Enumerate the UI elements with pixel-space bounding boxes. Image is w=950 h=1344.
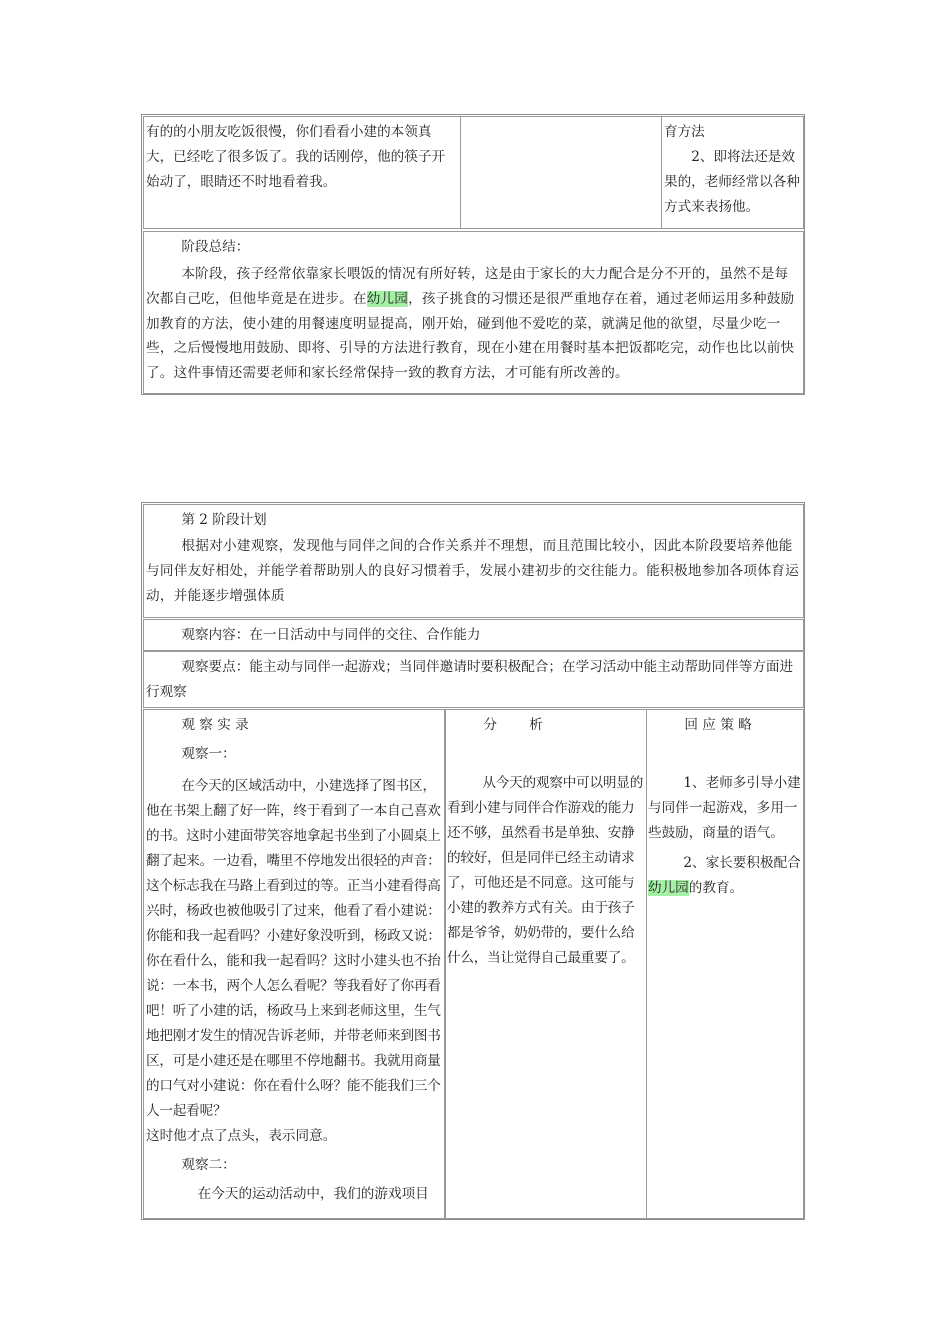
kindergarten-link[interactable]: 幼儿园 <box>366 290 409 307</box>
summary-text <box>144 260 803 386</box>
obs1-text: 在今天的区域活动中，小建选择了图书区，他在书架上翻了好一阵，终于看到了一本自己喜欢的书。这时小建面带笑容地拿起书坐到了小圆桌上翻了起来。一边看，嘴里不停地发出很轻的声音：这个标志我在马路上看到过的等。正当小建看得高兴时，杨政也被他吸引了过来，他看了看小建说：你能和我一起看吗？小建好象没听到，杨政又说：你在看什么，能和我一起看吗？这时小建头也不抬说：一本书，两个人怎么看呢？等我看好了你再看吧！听了小建的话，杨政马上来到老师这里，生气地把刚才发生的情况告诉老师，并带老师来到图书区，可是小建还是在哪里不停地翻书。我就用商量的口气对小建说：你在看什么呀？能不能我们三个人一起看呢？ <box>146 778 441 1119</box>
stage1-table <box>141 114 805 395</box>
record-column <box>143 709 445 1219</box>
record-text: 有的的小朋友吃饭很慢，你们看看小建的本领真大，已经吃了很多饭了。我的话刚停，他的筷子开始动了，眼睛还不时地看着我。 <box>146 124 446 190</box>
obs1-end: 这时他才点了点头，表示同意。 <box>146 1128 337 1144</box>
record-cell <box>143 116 461 229</box>
strategy-2-part2: 的教育。 <box>688 880 744 896</box>
record-header: 观 察 实 录 <box>181 717 249 733</box>
strategy-2 <box>647 846 803 901</box>
content-cell <box>143 619 804 651</box>
summary-part2: ，孩子挑食的习惯还是很严重地存在着，通过老师运用多种鼓励加教育的方法，使小建的用餐速度明显提高，刚开始，碰到他不爱吃的菜，就满足他的欲望，尽量少吃一些，之后慢慢地用鼓励、即将、引导的方法进行教育，现在小建在用餐时基本把饭都吃完，动作也比以前快了。这件事情还需要老师和家长经常保持一致的教育方法，才可能有所改善的。 <box>146 290 795 382</box>
strategy-line1: 育方法 <box>664 124 705 140</box>
strategy-2-part1: 2、家长要积极配合 <box>683 855 801 871</box>
plan-cell <box>143 504 804 618</box>
strategy-line2: 2、即将法还是效果的，老师经常以各种方式来表扬他。 <box>664 149 800 215</box>
summary-heading: 阶段总结： <box>181 239 250 255</box>
plan-title: 第 2 阶段计划 <box>181 512 267 528</box>
strategy-column <box>646 709 804 1219</box>
obs2-text: 在今天的运动活动中，我们的游戏项目 <box>197 1186 429 1202</box>
obs2-label: 观察二： <box>181 1157 236 1173</box>
content-text: 观察内容：在一日活动中与同伴的交往、合作能力 <box>181 627 481 643</box>
strategy-header: 回 应 策 略 <box>684 717 752 733</box>
analysis-header: 分 析 <box>483 717 543 733</box>
summary-cell <box>143 231 804 394</box>
analysis-cell <box>460 116 662 229</box>
kindergarten-link-2[interactable]: 幼儿园 <box>648 880 689 896</box>
analysis-column <box>445 709 647 1219</box>
strategy-1: 1、老师多引导小建与同伴一起游戏，多用一些鼓励，商量的语气。 <box>648 775 801 841</box>
obs1-label: 观察一： <box>181 746 236 762</box>
points-text: 观察要点：能主动与同伴一起游戏；当同伴邀请时要积极配合；在学习活动中能主动帮助同伴等方面进行观察 <box>146 659 794 700</box>
summary-part1: 本阶段，孩子经常依靠家长喂饭的情况有所好转，这是由于家长的大力配合是分不开的，虽然不是每次都自己吃，但他毕竟是在进步。在 <box>146 266 789 307</box>
analysis-text: 从今天的观察中可以明显的看到小建与同伴合作游戏的能力还不够，虽然看书是单独、安静的较好，但是同伴已经主动请求了，可他还是不同意。这可能与小建的教养方式有关。由于孩子都是爷爷，奶奶带的，要什么给什么，当让觉得自己最重要了。 <box>447 775 644 966</box>
stage2-table <box>141 502 805 1220</box>
points-cell <box>143 651 804 708</box>
strategy-cell <box>661 116 804 229</box>
plan-text: 根据对小建观察，发现他与同伴之间的合作关系并不理想，而且范围比较小，因此本阶段要培养他能与同伴友好相处，并能学着帮助别人的良好习惯着手，发展小建初步的交往能力。能积极地参加各项体育运动，并能逐步增强体质 <box>146 538 800 604</box>
